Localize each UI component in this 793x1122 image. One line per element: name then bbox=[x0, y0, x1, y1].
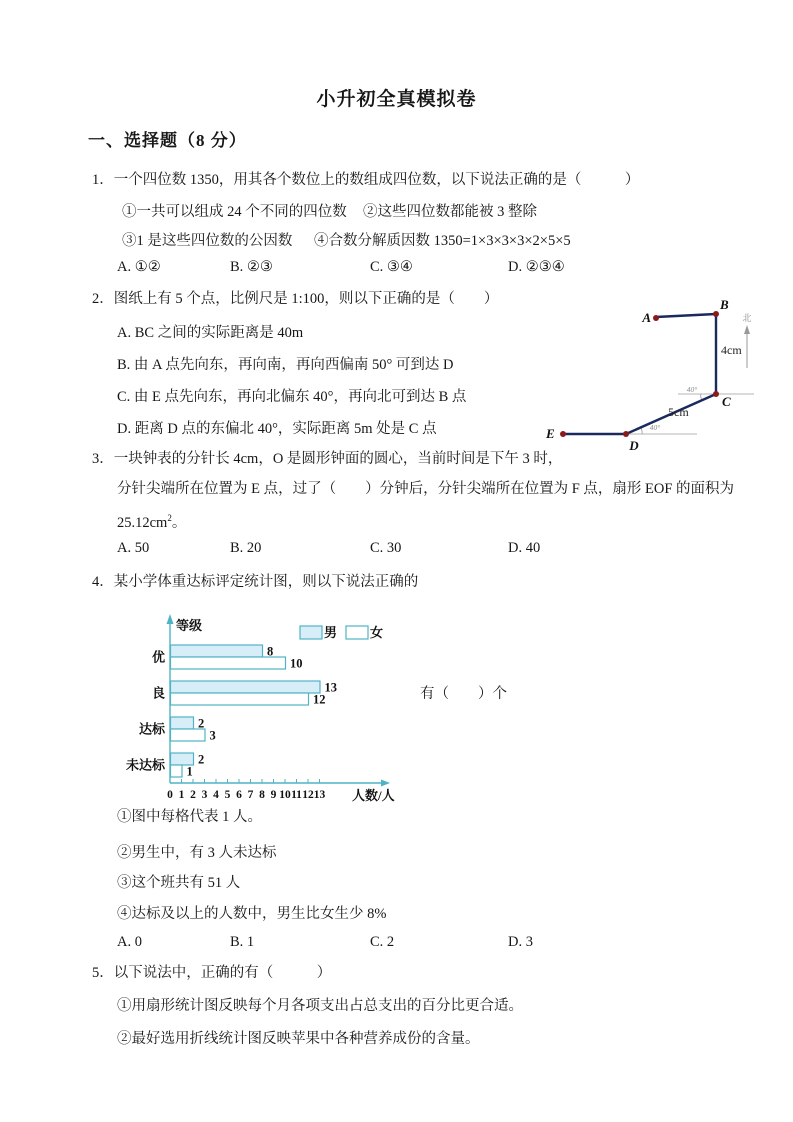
x-tick-label: 5 bbox=[224, 789, 231, 801]
bar-male-value: 8 bbox=[267, 644, 274, 659]
q3-option-d: D. 40 bbox=[508, 540, 541, 556]
legend-female-swatch bbox=[346, 626, 368, 639]
q5-stem: 5．以下说法中，正确的有（ ） bbox=[92, 965, 332, 981]
x-tick-label: 8 bbox=[259, 789, 265, 801]
q4-options bbox=[0, 934, 793, 954]
q1-options bbox=[0, 259, 793, 279]
q1-option-c: C. ③④ bbox=[370, 259, 413, 275]
y-axis-title: 等级 bbox=[176, 618, 203, 633]
bar-male-value: 2 bbox=[198, 716, 205, 731]
bar-female bbox=[171, 657, 286, 669]
q3-area-tail: 。 bbox=[171, 514, 187, 531]
x-tick-label: 9 bbox=[270, 789, 277, 801]
bar-male-value: 2 bbox=[198, 752, 205, 767]
bar-male-value: 13 bbox=[324, 680, 337, 695]
label-a: A bbox=[642, 310, 651, 325]
bar-female-value: 3 bbox=[209, 728, 216, 743]
label-bc-length: 4cm bbox=[721, 343, 742, 357]
q4-statement-3: ③这个班共有 51 人 bbox=[117, 875, 241, 891]
x-tick-label: 3 bbox=[201, 789, 208, 801]
q2-option-a: A. BC 之间的实际距离是 40m bbox=[117, 325, 304, 341]
q3-area-value: 25.12cm bbox=[117, 514, 168, 531]
category-label: 良 bbox=[151, 685, 165, 701]
angle-arc-c bbox=[701, 394, 703, 400]
bar-male bbox=[171, 717, 194, 729]
q3-area-line bbox=[117, 508, 186, 533]
q5-statement-2: ②最好选用折线统计图反映苹果中各种营养成份的含量。 bbox=[117, 1031, 480, 1047]
q4-statement-2: ②男生中，有 3 人未达标 bbox=[117, 845, 277, 861]
legend-male-swatch bbox=[300, 626, 322, 639]
x-tick-label: 1 bbox=[178, 789, 185, 801]
point-c bbox=[713, 391, 719, 397]
north-label: 北 bbox=[742, 313, 752, 323]
x-tick-label: 11 bbox=[291, 789, 302, 801]
bar-male bbox=[171, 681, 321, 693]
q1-statements-34 bbox=[0, 229, 793, 249]
weight-standard-bar-chart bbox=[110, 610, 410, 810]
bar-female-value: 12 bbox=[313, 692, 326, 707]
x-tick-label: 6 bbox=[236, 789, 242, 801]
north-arrowhead bbox=[744, 325, 750, 334]
section-heading: 一、选择题（8 分） bbox=[88, 131, 247, 150]
category-label: 未达标 bbox=[125, 757, 165, 773]
q4-stem: 4．某小学体重达标评定统计图，则以下说法正确的 bbox=[92, 574, 419, 590]
x-tick-label: 10 bbox=[279, 789, 291, 801]
bar-female-value: 10 bbox=[290, 656, 303, 671]
x-axis-title: 人数/人 bbox=[352, 788, 395, 803]
legend-male-label: 男 bbox=[324, 625, 338, 640]
label-b: B bbox=[720, 297, 729, 312]
bar-female bbox=[171, 693, 309, 705]
q1-statement-4: ④合数分解质因数 1350=1×3×3×3×2×5×5 bbox=[314, 233, 571, 249]
q1-stem: 1．一个四位数 1350，用其各个数位上的数组成四位数，以下说法正确的是（ ） bbox=[92, 172, 640, 188]
x-tick-label: 13 bbox=[313, 789, 326, 801]
q3-option-c: C. 30 bbox=[370, 540, 402, 556]
page-title: 小升初全真模拟卷 bbox=[316, 89, 477, 110]
legend-female-label: 女 bbox=[370, 625, 384, 640]
q2-option-b: B. 由 A 点先向东，再向南，再向西偏南 50° 可到达 D bbox=[117, 357, 454, 373]
q4-option-c: C. 2 bbox=[370, 934, 395, 950]
q1-option-d: D. ②③④ bbox=[508, 259, 565, 275]
y-axis-arrowhead bbox=[167, 614, 174, 624]
x-axis-arrowhead bbox=[381, 780, 390, 787]
label-angle-c: 40° bbox=[686, 385, 698, 394]
q4-option-d: D. 3 bbox=[508, 934, 533, 950]
bar-male bbox=[171, 645, 263, 657]
label-d: D bbox=[629, 438, 639, 453]
x-tick-label: 4 bbox=[213, 789, 219, 801]
x-tick-label: 2 bbox=[190, 789, 196, 801]
q3-option-a: A. 50 bbox=[117, 540, 150, 556]
q1-option-b: B. ②③ bbox=[230, 259, 273, 275]
q3-stem-line2: 分针尖端所在位置为 E 点，过了（ ）分钟后，分针尖端所在位置为 F 点，扇形 EOF 的面积为 bbox=[117, 481, 735, 497]
q4-option-a: A. 0 bbox=[117, 934, 142, 950]
q3-option-b: B. 20 bbox=[230, 540, 262, 556]
q3-area-exponent: 2 bbox=[167, 513, 172, 523]
q2-option-d: D. 距离 D 点的东偏北 40°，实际距离 5m 处是 C 点 bbox=[117, 421, 437, 437]
bar-female bbox=[171, 765, 183, 777]
bar-male bbox=[171, 753, 194, 765]
label-angle-d: 40° bbox=[649, 423, 661, 432]
q1-statement-1: ①一共可以组成 24 个不同的四位数 bbox=[122, 204, 347, 220]
x-tick-label: 12 bbox=[302, 789, 314, 801]
bar-female-value: 1 bbox=[186, 764, 193, 779]
label-c: C bbox=[722, 394, 731, 409]
segment-ab bbox=[656, 314, 716, 317]
x-tick-label: 0 bbox=[167, 789, 173, 801]
q2-option-c: C. 由 E 点先向东，再向北偏东 40°，再向北可到达 B 点 bbox=[117, 389, 467, 405]
point-a bbox=[653, 315, 659, 321]
q4-side-text: 有（ ）个 bbox=[420, 686, 507, 702]
label-e: E bbox=[546, 426, 555, 441]
q4-statement-1: ①图中每格代表 1 人。 bbox=[117, 809, 262, 825]
q1-statement-3: ③1 是这些四位数的公因数 bbox=[122, 233, 293, 249]
q1-statements-12 bbox=[0, 200, 793, 220]
q4-statement-4: ④达标及以上的人数中，男生比女生少 8% bbox=[117, 906, 387, 922]
bar-female bbox=[171, 729, 206, 741]
q2-stem: 2．图纸上有 5 个点，比例尺是 1:100，则以下正确的是（ ） bbox=[92, 291, 499, 307]
label-cd-length: 5cm bbox=[668, 405, 689, 419]
q1-option-a: A. ①② bbox=[117, 259, 161, 275]
category-label: 优 bbox=[151, 649, 165, 665]
q1-statement-2: ②这些四位数都能被 3 整除 bbox=[363, 204, 537, 220]
point-b bbox=[713, 311, 719, 317]
point-e bbox=[560, 431, 566, 437]
q5-statement-1: ①用扇形统计图反映每个月各项支出占总支出的百分比更合适。 bbox=[117, 998, 523, 1014]
q3-options bbox=[0, 540, 793, 560]
point-d bbox=[623, 431, 629, 437]
x-tick-label: 7 bbox=[247, 789, 254, 801]
q4-option-b: B. 1 bbox=[230, 934, 255, 950]
q3-stem-line1: 3．一块钟表的分针长 4cm，O 是圆形钟面的圆心，当前时间是下午 3 时， bbox=[92, 451, 563, 467]
q2-map-diagram bbox=[540, 293, 793, 458]
category-label: 达标 bbox=[138, 721, 165, 737]
